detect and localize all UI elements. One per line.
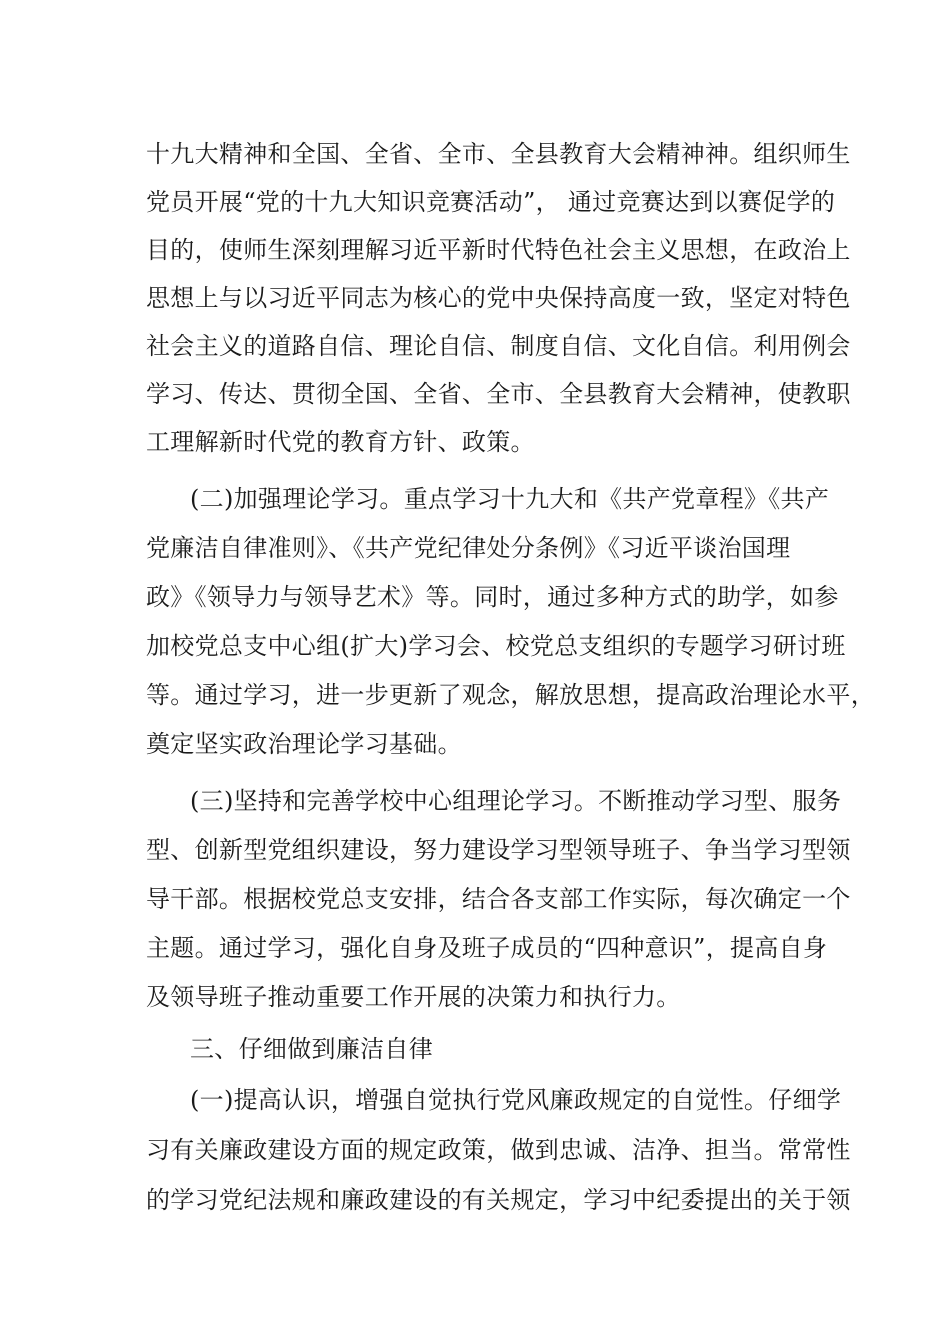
body-text-line: 党员开展“党的十九大知识竞赛活动”， 通过竞赛达到以赛促学的: [146, 188, 836, 216]
body-text-line: 目的，使师生深刻理解习近平新时代特色社会主义思想，在政治上: [146, 236, 851, 264]
body-text-line: 及领导班子推动重要工作开展的决策力和执行力。: [146, 983, 681, 1011]
body-text-line: 思想上与以习近平同志为核心的党中央保持高度一致，坚定对特色: [146, 284, 851, 312]
section-heading: 三、仔细做到廉洁自律: [190, 1035, 433, 1063]
body-text-line: 等。通过学习，进一步更新了观念，解放思想，提高政治理论水平，: [146, 681, 875, 709]
paragraph-heading-line: (三)坚持和完善学校中心组理论学习。不断推动学习型、服务: [190, 787, 842, 815]
paragraph-heading-line: (一)提高认识，增强自觉执行党风廉政规定的自觉性。仔细学: [190, 1086, 842, 1114]
body-text-line: 导干部。根据校党总支安排，结合各支部工作实际，每次确定一个: [146, 885, 851, 913]
paragraph-heading-line: (二)加强理论学习。重点学习十九大和《共产党章程》《共产: [190, 485, 830, 513]
body-text-line: 奠定坚实政治理论学习基础。: [146, 730, 462, 758]
body-text-line: 型、创新型党组织建设，努力建设学习型领导班子、争当学习型领: [146, 836, 851, 864]
body-text-line: 党廉洁自律准则》、《共产党纪律处分条例》《习近平谈治国理: [146, 534, 791, 562]
body-text-line: 习有关廉政建设方面的规定政策，做到忠诚、洁净、担当。常常性: [146, 1136, 851, 1164]
body-text-line: 工理解新时代党的教育方针、政策。: [146, 428, 535, 456]
body-text-line: 十九大精神和全国、全省、全市、全县教育大会精神神。组织师生: [146, 140, 851, 168]
body-text-line: 学习、传达、贯彻全国、全省、全市、全县教育大会精神，使教职: [146, 380, 851, 408]
body-text-line: 的学习党纪法规和廉政建设的有关规定，学习中纪委提出的关于领: [146, 1186, 851, 1214]
body-text-line: 政》《领导力与领导艺术》等。同时，通过多种方式的助学，如参: [146, 583, 839, 611]
body-text-line: 社会主义的道路自信、理论自信、制度自信、文化自信。利用例会: [146, 332, 851, 360]
body-text-line: 主题。通过学习，强化自身及班子成员的“四种意识”，提高自身: [146, 934, 828, 962]
body-text-line: 加校党总支中心组(扩大)学习会、校党总支组织的专题学习研讨班: [146, 632, 846, 660]
